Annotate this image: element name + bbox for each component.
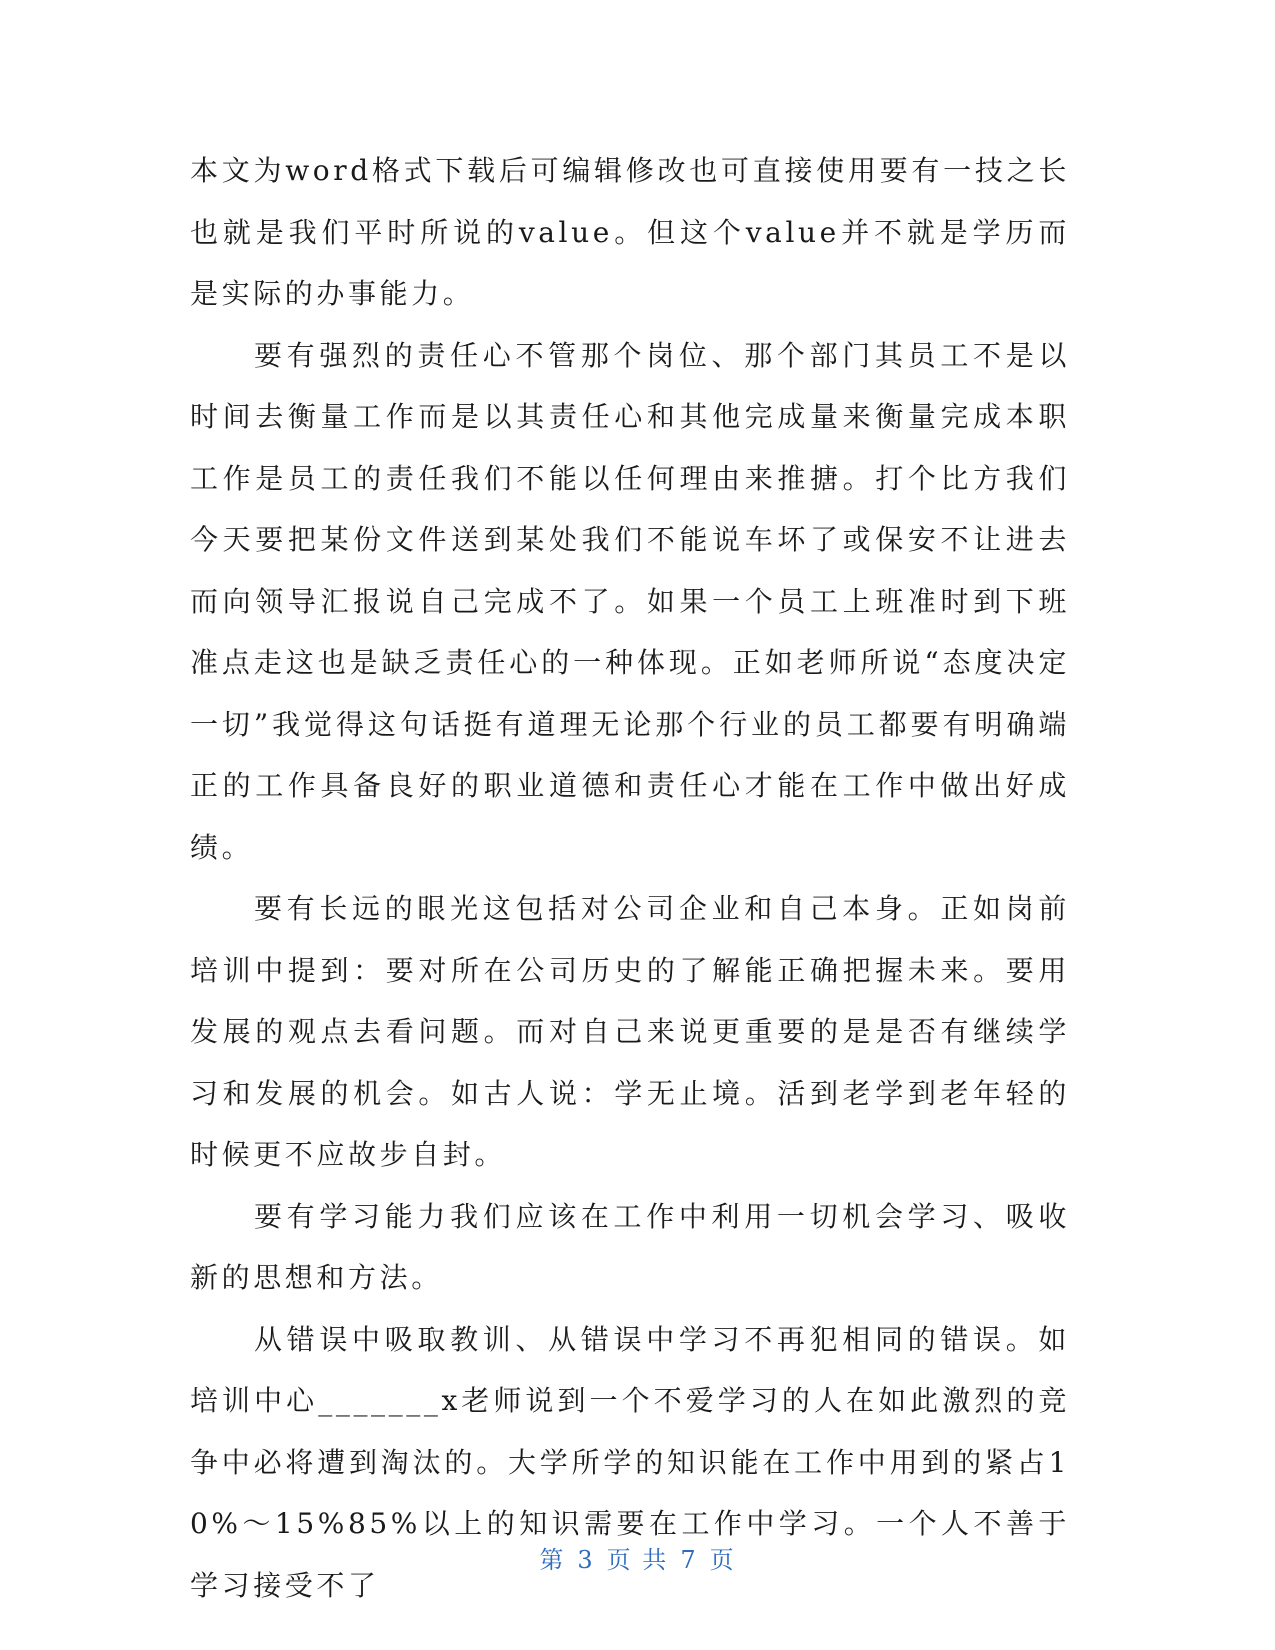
paragraph-long-term-vision: 要有长远的眼光这包括对公司企业和自己本身。正如岗前培训中提到：要对所在公司历史的了解能正确把握未来。要用发展的观点去看问题。而对自己来说更重要的是是否有继续学习和发展的机会。如古人说：学无止境。活到老学到老年轻的时候更不应故步自封。 [190, 892, 1070, 1171]
footer-total-pages: 7 [680, 1546, 698, 1574]
footer-suffix: 页 [709, 1546, 736, 1574]
footer-current-page: 3 [577, 1546, 595, 1574]
paragraph-intro: 本文为word格式下载后可编辑修改也可直接使用要有一技之长也就是我们平时所说的value。但这个value并不就是学历而是实际的办事能力。 [190, 154, 1070, 310]
footer-prefix: 第 [539, 1546, 566, 1574]
document-body [190, 140, 1070, 1616]
paragraph-learn-from-mistakes: 从错误中吸取教训、从错误中学习不再犯相同的错误。如培训中心_______x老师说到一个不爱学习的人在如此激烈的竞争中必将遭到淘汰的。大学所学的知识能在工作中用到的紧占10%～15%85%以上的知识需要在工作中学习。一个人不善于学习接受不了 [190, 1322, 1070, 1602]
paragraph-responsibility: 要有强烈的责任心不管那个岗位、那个部门其员工不是以时间去衡量工作而是以其责任心和其他完成量来衡量完成本职工作是员工的责任我们不能以任何理由来推搪。打个比方我们今天要把某份文件送到某处我们不能说车坏了或保安不让进去而向领导汇报说自己完成不了。如果一个员工上班准时到下班准点走这也是缺乏责任心的一种体现。正如老师所说“态度决定一切”我觉得这句话挺有道理无论那个行业的员工都要有明确端正的工作具备良好的职业道德和责任心才能在工作中做出好成绩。 [190, 338, 1070, 864]
page-footer [0, 1540, 1275, 1575]
paragraph-learning-ability: 要有学习能力我们应该在工作中利用一切机会学习、吸收新的思想和方法。 [190, 1199, 1070, 1294]
footer-middle: 页 共 [606, 1546, 669, 1574]
